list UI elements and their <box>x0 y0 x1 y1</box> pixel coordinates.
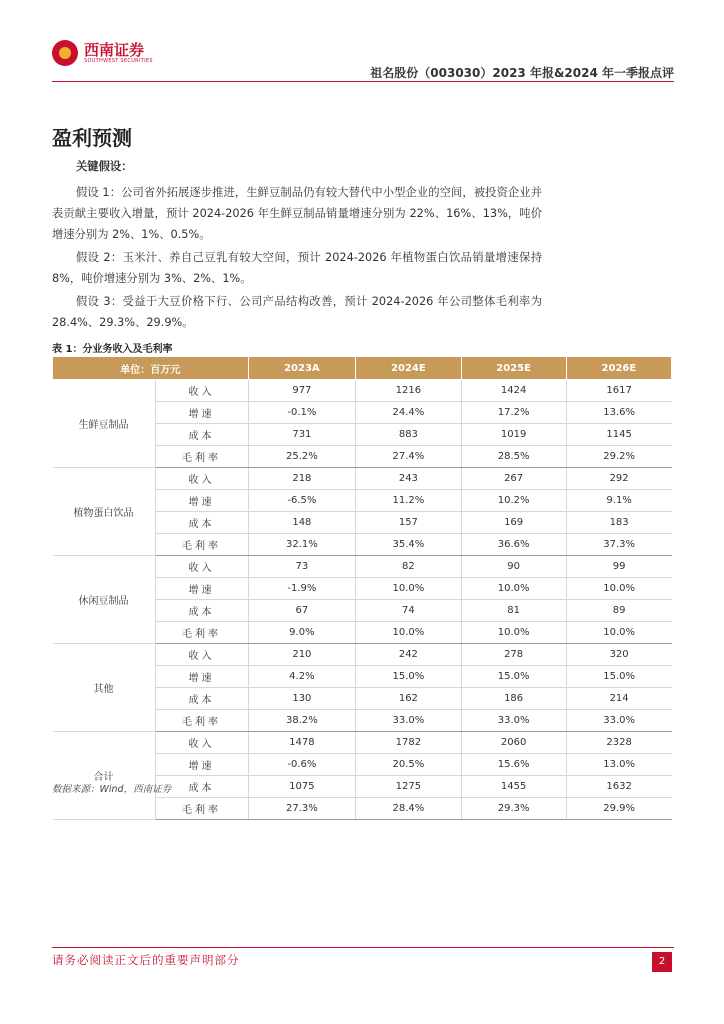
value-cell: 9.1% <box>566 490 671 512</box>
value-cell: 25.2% <box>248 446 356 468</box>
value-cell: 10.0% <box>566 622 671 644</box>
header-divider <box>52 81 674 82</box>
logo-name-en: SOUTHWEST SECURITIES <box>84 58 153 64</box>
value-cell: 267 <box>461 468 566 490</box>
value-cell: 33.0% <box>356 710 461 732</box>
col-header-2024e: 2024E <box>356 357 461 380</box>
value-cell: 28.5% <box>461 446 566 468</box>
metric-label: 成本 <box>155 776 248 798</box>
value-cell: -0.1% <box>248 402 356 424</box>
metric-label: 毛利率 <box>155 534 248 556</box>
value-cell: 67 <box>248 600 356 622</box>
value-cell: 169 <box>461 512 566 534</box>
value-cell: 13.0% <box>566 754 671 776</box>
table-row <box>53 468 672 490</box>
brand-logo <box>52 40 153 66</box>
value-cell: 73 <box>248 556 356 578</box>
value-cell: 15.0% <box>461 666 566 688</box>
value-cell: 1632 <box>566 776 671 798</box>
value-cell: 9.0% <box>248 622 356 644</box>
metric-label: 增速 <box>155 402 248 424</box>
value-cell: 278 <box>461 644 566 666</box>
metric-label: 毛利率 <box>155 622 248 644</box>
value-cell: 10.0% <box>461 578 566 600</box>
table-body <box>53 380 672 820</box>
segment-revenue-table <box>52 356 672 820</box>
value-cell: 33.0% <box>566 710 671 732</box>
value-cell: 27.3% <box>248 798 356 820</box>
value-cell: 218 <box>248 468 356 490</box>
value-cell: 89 <box>566 600 671 622</box>
value-cell: 1782 <box>356 732 461 754</box>
value-cell: 148 <box>248 512 356 534</box>
value-cell: 883 <box>356 424 461 446</box>
segment-name: 生鲜豆制品 <box>53 380 156 468</box>
metric-label: 成本 <box>155 424 248 446</box>
value-cell: 24.4% <box>356 402 461 424</box>
value-cell: 33.0% <box>461 710 566 732</box>
value-cell: 1275 <box>356 776 461 798</box>
metric-label: 增速 <box>155 754 248 776</box>
value-cell: 186 <box>461 688 566 710</box>
value-cell: 15.0% <box>356 666 461 688</box>
col-header-2026e: 2026E <box>566 357 671 380</box>
metric-label: 增速 <box>155 578 248 600</box>
unit-header: 单位：百万元 <box>53 357 249 380</box>
metric-label: 收入 <box>155 468 248 490</box>
value-cell: 29.3% <box>461 798 566 820</box>
metric-label: 增速 <box>155 666 248 688</box>
metric-label: 收入 <box>155 380 248 402</box>
value-cell: 130 <box>248 688 356 710</box>
value-cell: 10.0% <box>356 622 461 644</box>
assumption-2: 假设 2：玉米汁、养自己豆乳有较大空间，预计 2024-2026 年植物蛋白饮品销量增速保持 8%，吨价增速分别为 3%、2%、1%。 <box>52 251 542 285</box>
value-cell: 1424 <box>461 380 566 402</box>
value-cell: 4.2% <box>248 666 356 688</box>
value-cell: 210 <box>248 644 356 666</box>
value-cell: 27.4% <box>356 446 461 468</box>
disclaimer-note: 请务必阅读正文后的重要声明部分 <box>52 953 240 967</box>
value-cell: 81 <box>461 600 566 622</box>
value-cell: 2328 <box>566 732 671 754</box>
value-cell: 10.2% <box>461 490 566 512</box>
metric-label: 成本 <box>155 600 248 622</box>
page-header <box>52 40 674 82</box>
value-cell: 28.4% <box>356 798 461 820</box>
metric-label: 成本 <box>155 688 248 710</box>
value-cell: 1145 <box>566 424 671 446</box>
table-caption: 表 1：分业务收入及毛利率 <box>52 344 173 355</box>
section-title: 盈利预测 <box>52 126 132 150</box>
value-cell: 10.0% <box>356 578 461 600</box>
assumption-3: 假设 3：受益于大豆价格下行、公司产品结构改善，预计 2024-2026 年公司整体毛利率为 28.4%、29.3%、29.9%。 <box>52 295 542 329</box>
value-cell: 82 <box>356 556 461 578</box>
value-cell: 36.6% <box>461 534 566 556</box>
value-cell: -6.5% <box>248 490 356 512</box>
value-cell: 320 <box>566 644 671 666</box>
segment-name: 植物蛋白饮品 <box>53 468 156 556</box>
metric-label: 毛利率 <box>155 446 248 468</box>
col-header-2025e: 2025E <box>461 357 566 380</box>
value-cell: 1216 <box>356 380 461 402</box>
assumption-1: 假设 1：公司省外拓展逐步推进，生鲜豆制品仍有较大替代中小型企业的空间，被投资企业并表贡献主要收入增量，预计 2024-2026 年生鲜豆制品销量增速分别为 22%、16%、13%，吨价增速分别为 2%、1%、0.5%。 <box>52 186 542 241</box>
value-cell: 15.6% <box>461 754 566 776</box>
value-cell: 1075 <box>248 776 356 798</box>
table-row <box>53 732 672 754</box>
metric-label: 毛利率 <box>155 710 248 732</box>
value-cell: 1019 <box>461 424 566 446</box>
value-cell: 214 <box>566 688 671 710</box>
segment-name: 休闲豆制品 <box>53 556 156 644</box>
value-cell: 2060 <box>461 732 566 754</box>
value-cell: 29.9% <box>566 798 671 820</box>
value-cell: 162 <box>356 688 461 710</box>
footer-divider <box>52 947 674 948</box>
value-cell: 1455 <box>461 776 566 798</box>
value-cell: 29.2% <box>566 446 671 468</box>
value-cell: 242 <box>356 644 461 666</box>
metric-label: 收入 <box>155 644 248 666</box>
value-cell: 35.4% <box>356 534 461 556</box>
value-cell: -1.9% <box>248 578 356 600</box>
value-cell: 74 <box>356 600 461 622</box>
value-cell: 17.2% <box>461 402 566 424</box>
segment-name: 其他 <box>53 644 156 732</box>
value-cell: 13.6% <box>566 402 671 424</box>
logo-name-cn: 西南证券 <box>84 41 145 59</box>
page-number: 2 <box>652 952 672 972</box>
value-cell: 38.2% <box>248 710 356 732</box>
key-assumptions-label: 关键假设： <box>76 160 133 173</box>
value-cell: 292 <box>566 468 671 490</box>
segment-name: 合计 <box>53 732 156 820</box>
value-cell: 183 <box>566 512 671 534</box>
value-cell: 10.0% <box>566 578 671 600</box>
value-cell: 32.1% <box>248 534 356 556</box>
value-cell: 1617 <box>566 380 671 402</box>
metric-label: 收入 <box>155 556 248 578</box>
value-cell: 731 <box>248 424 356 446</box>
value-cell: 243 <box>356 468 461 490</box>
value-cell: 977 <box>248 380 356 402</box>
value-cell: 10.0% <box>461 622 566 644</box>
metric-label: 增速 <box>155 490 248 512</box>
report-title: 祖名股份（003030）2023 年报&2024 年一季报点评 <box>370 66 674 80</box>
metric-label: 收入 <box>155 732 248 754</box>
value-cell: 157 <box>356 512 461 534</box>
value-cell: 20.5% <box>356 754 461 776</box>
value-cell: 99 <box>566 556 671 578</box>
value-cell: 15.0% <box>566 666 671 688</box>
table-row <box>53 644 672 666</box>
table-row <box>53 556 672 578</box>
value-cell: 1478 <box>248 732 356 754</box>
value-cell: 90 <box>461 556 566 578</box>
value-cell: 37.3% <box>566 534 671 556</box>
col-header-2023a: 2023A <box>248 357 356 380</box>
table-row <box>53 380 672 402</box>
logo-icon <box>52 40 78 66</box>
metric-label: 毛利率 <box>155 798 248 820</box>
metric-label: 成本 <box>155 512 248 534</box>
value-cell: 11.2% <box>356 490 461 512</box>
value-cell: -0.6% <box>248 754 356 776</box>
data-source: 数据来源：Wind，西南证券 <box>52 784 172 795</box>
